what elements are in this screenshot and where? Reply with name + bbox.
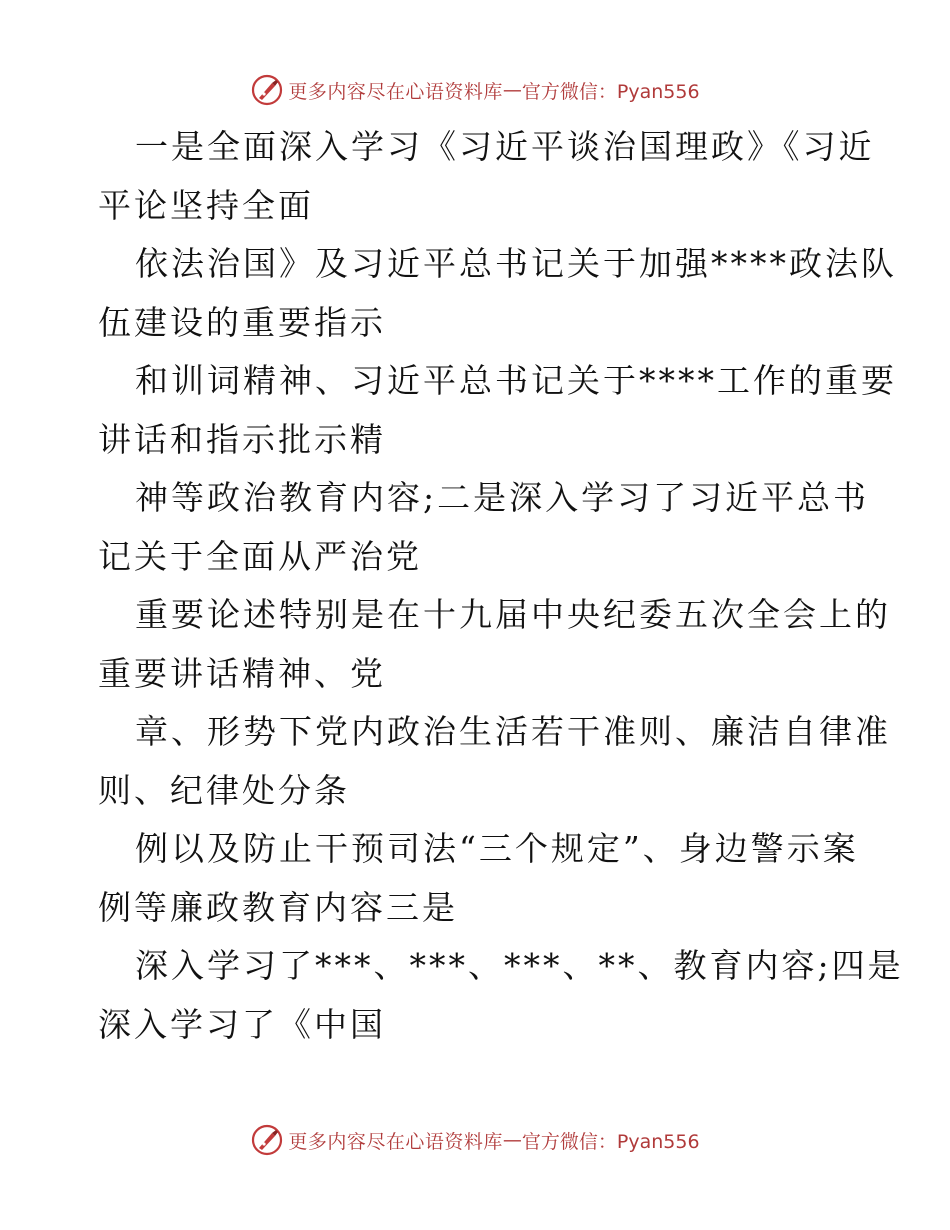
body-line: 深入学习了***、***、***、**、教育内容;四是: [135, 946, 904, 985]
body-line: 例以及防止干预司法“三个规定”、身边警示案: [135, 829, 859, 868]
body-line: 一是全面深入学习《习近平谈治国理政》《习近: [135, 127, 875, 166]
document-body: [98, 118, 904, 1054]
header-dash: —: [502, 79, 522, 101]
body-line: 神等政治教育内容;二是深入学习了习近平总书: [135, 478, 870, 517]
pen-nib-logo-icon: [250, 73, 284, 107]
header-banner: [0, 70, 950, 110]
body-line: 章、形势下党内政治生活若干准则、廉洁自律准: [135, 712, 891, 751]
body-line: 重要论述特别是在十九届中央纪委五次全会上的: [135, 595, 891, 634]
footer-banner: [0, 1120, 950, 1160]
footer-dash: —: [502, 1129, 522, 1151]
body-line: 记关于全面从严治党: [98, 536, 422, 576]
body-line: 重要讲话精神、党: [98, 653, 386, 693]
body-line: 讲话和指示批示精: [98, 419, 386, 459]
header-slogan: 更多内容尽在心语资料库: [288, 80, 503, 103]
body-line: 依法治国》及习近平总书记关于加强****政法队: [135, 244, 897, 283]
body-line: 平论坚持全面: [98, 185, 314, 225]
footer-slogan: 更多内容尽在心语资料库: [288, 1130, 503, 1153]
footer-contact: 官方微信：Pyan556: [521, 1130, 700, 1153]
pen-nib-logo-icon: [250, 1123, 284, 1157]
header-contact: 官方微信：Pyan556: [521, 80, 700, 103]
body-line: 伍建设的重要指示: [98, 302, 386, 342]
body-line: 则、纪律处分条: [98, 770, 350, 810]
body-line: 例等廉政教育内容三是: [98, 887, 458, 927]
body-line: 深入学习了《中国: [98, 1004, 386, 1044]
body-line: 和训词精神、习近平总书记关于****工作的重要: [135, 361, 897, 400]
